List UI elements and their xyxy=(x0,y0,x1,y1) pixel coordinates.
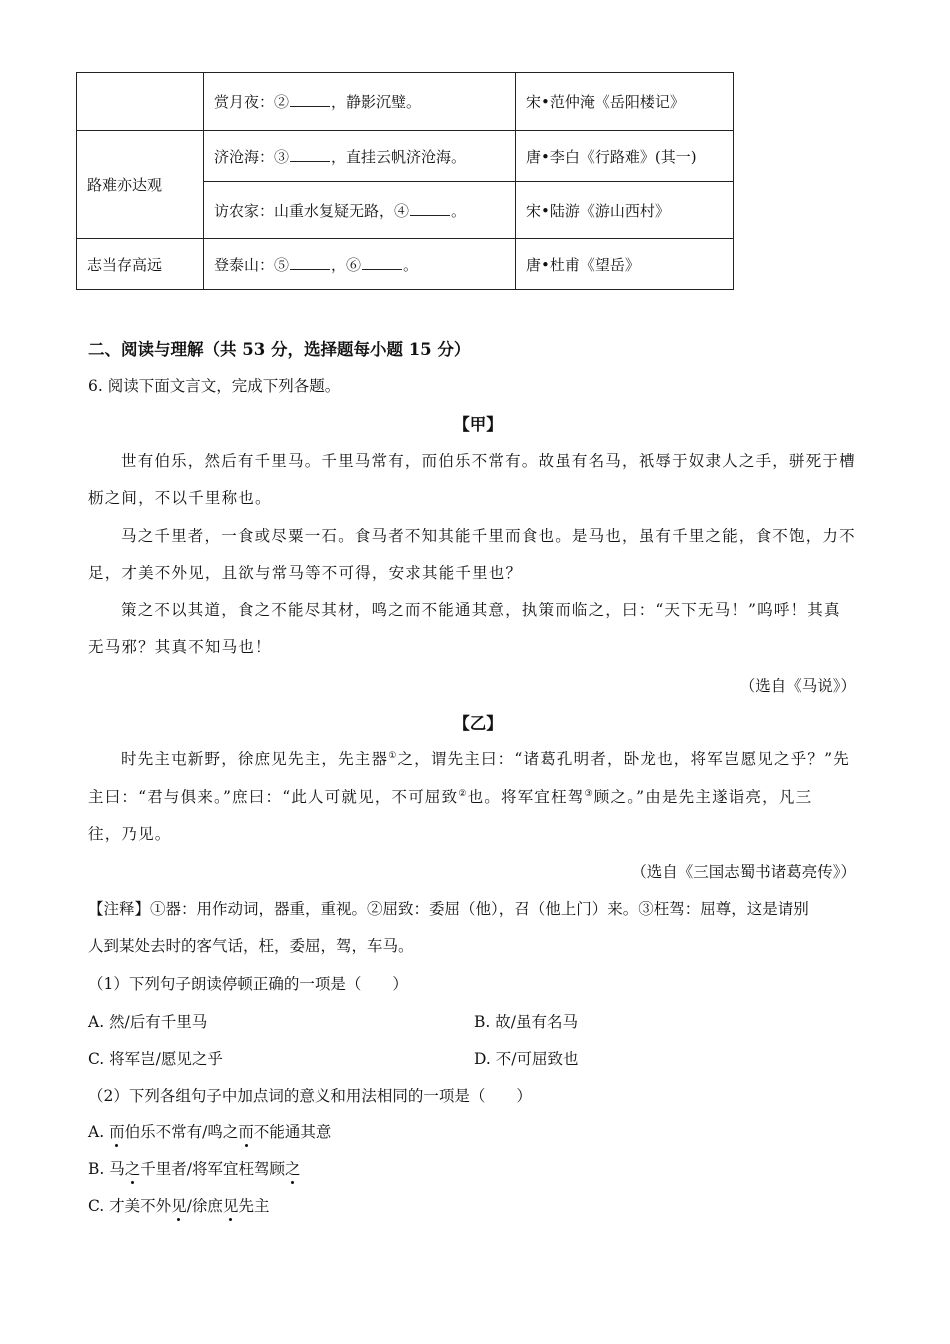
option-b[interactable]: B. 故/虽有名马 xyxy=(474,1013,578,1031)
annotation-line: 人到某处去时的客气话，枉，委屈，驾，车马。 xyxy=(88,937,414,955)
table-cell-source: 唐•杜甫《望岳》 xyxy=(516,239,734,290)
table-cell-category: 志当存高远 xyxy=(77,239,204,290)
option-a[interactable]: A. 然/后有千里马 xyxy=(88,1013,208,1031)
table-cell-category: 路难亦达观 xyxy=(77,131,204,239)
question-intro: 6. 阅读下面文言文，完成下列各题。 xyxy=(88,377,341,395)
section-heading: 二、阅读与理解（共 53 分，选择题每小题 15 分） xyxy=(88,340,471,359)
table-cell-source: 唐•李白《行路难》(其一) xyxy=(516,131,734,182)
table-cell-task: 济沧海：③ ，直挂云帆济沧海。 xyxy=(204,131,516,182)
option-c[interactable]: C. 才美不外见/徐庶见先主 xyxy=(88,1194,269,1216)
passage-yi-label: 【乙】 xyxy=(453,714,503,733)
table-cell-task: 访农家：山重水复疑无路，④ 。 xyxy=(204,182,516,239)
table-cell-task: 登泰山：⑤ ，⑥ 。 xyxy=(204,239,516,290)
fill-blank[interactable] xyxy=(290,255,330,270)
passage-line: 策之不以其道，食之不能尽其材，鸣之而不能通其意，执策而临之，曰：“天下无马！”呜呼！其真 xyxy=(121,601,841,619)
passage-jia-label: 【甲】 xyxy=(453,415,503,434)
option-a[interactable]: A. 而伯乐不常有/鸣之而不能通其意 xyxy=(88,1120,331,1142)
fill-blank[interactable] xyxy=(410,201,450,216)
annotation-line: 【注释】①器：用作动词，器重，重视。②屈致：委屈（他），召（他上门）来。③枉驾：屈尊，这是请别 xyxy=(88,900,809,918)
passage-line: 时先主屯新野，徐庶见先主，先主器①之，谓先主曰：“诸葛孔明者，卧龙也，将军岂愿见之乎？”先 xyxy=(121,750,850,768)
passage-line: 主曰：“君与俱来。”庶曰：“此人可就见，不可屈致②也。将军宜枉驾③顾之。”由是先主遂诣亮，凡三 xyxy=(88,788,813,806)
passage-line: 无马邪？其真不知马也！ xyxy=(88,638,272,656)
passage-source: （选自《三国志蜀书诸葛亮传》） xyxy=(631,863,856,881)
fill-blank[interactable] xyxy=(290,92,330,107)
option-b[interactable]: B. 马之千里者/将军宜枉驾顾之 xyxy=(88,1157,301,1179)
option-c[interactable]: C. 将军岂/愿见之乎 xyxy=(88,1050,223,1068)
passage-line: 马之千里者，一食或尽粟一石。食马者不知其能千里而食也。是马也，虽有千里之能，食不饱，力不 xyxy=(121,527,856,545)
passage-line: 世有伯乐，然后有千里马。千里马常有，而伯乐不常有。故虽有名马，祇辱于奴隶人之手，骈死于槽 xyxy=(121,452,856,470)
passage-line: 足，才美不外见，且欲与常马等不可得，安求其能千里也？ xyxy=(88,564,523,582)
fill-blank[interactable] xyxy=(362,255,402,270)
table-cell-source: 宋•范仲淹《岳阳楼记》 xyxy=(516,73,734,131)
passage-line: 往，乃见。 xyxy=(88,825,172,843)
poem-table xyxy=(76,72,734,290)
option-d[interactable]: D. 不/可屈致也 xyxy=(474,1050,579,1068)
question-stem: （1）下列句子朗读停顿正确的一项是（ ） xyxy=(88,975,408,993)
passage-line: 枥之间，不以千里称也。 xyxy=(88,489,272,507)
fill-blank[interactable] xyxy=(290,147,330,162)
passage-source: （选自《马说》） xyxy=(739,677,856,695)
table-cell-category xyxy=(77,73,204,131)
table-cell-task: 赏月夜：② ，静影沉璧。 xyxy=(204,73,516,131)
table-cell-source: 宋•陆游《游山西村》 xyxy=(516,182,734,239)
question-stem: （2）下列各组句子中加点词的意义和用法相同的一项是（ ） xyxy=(88,1087,532,1105)
